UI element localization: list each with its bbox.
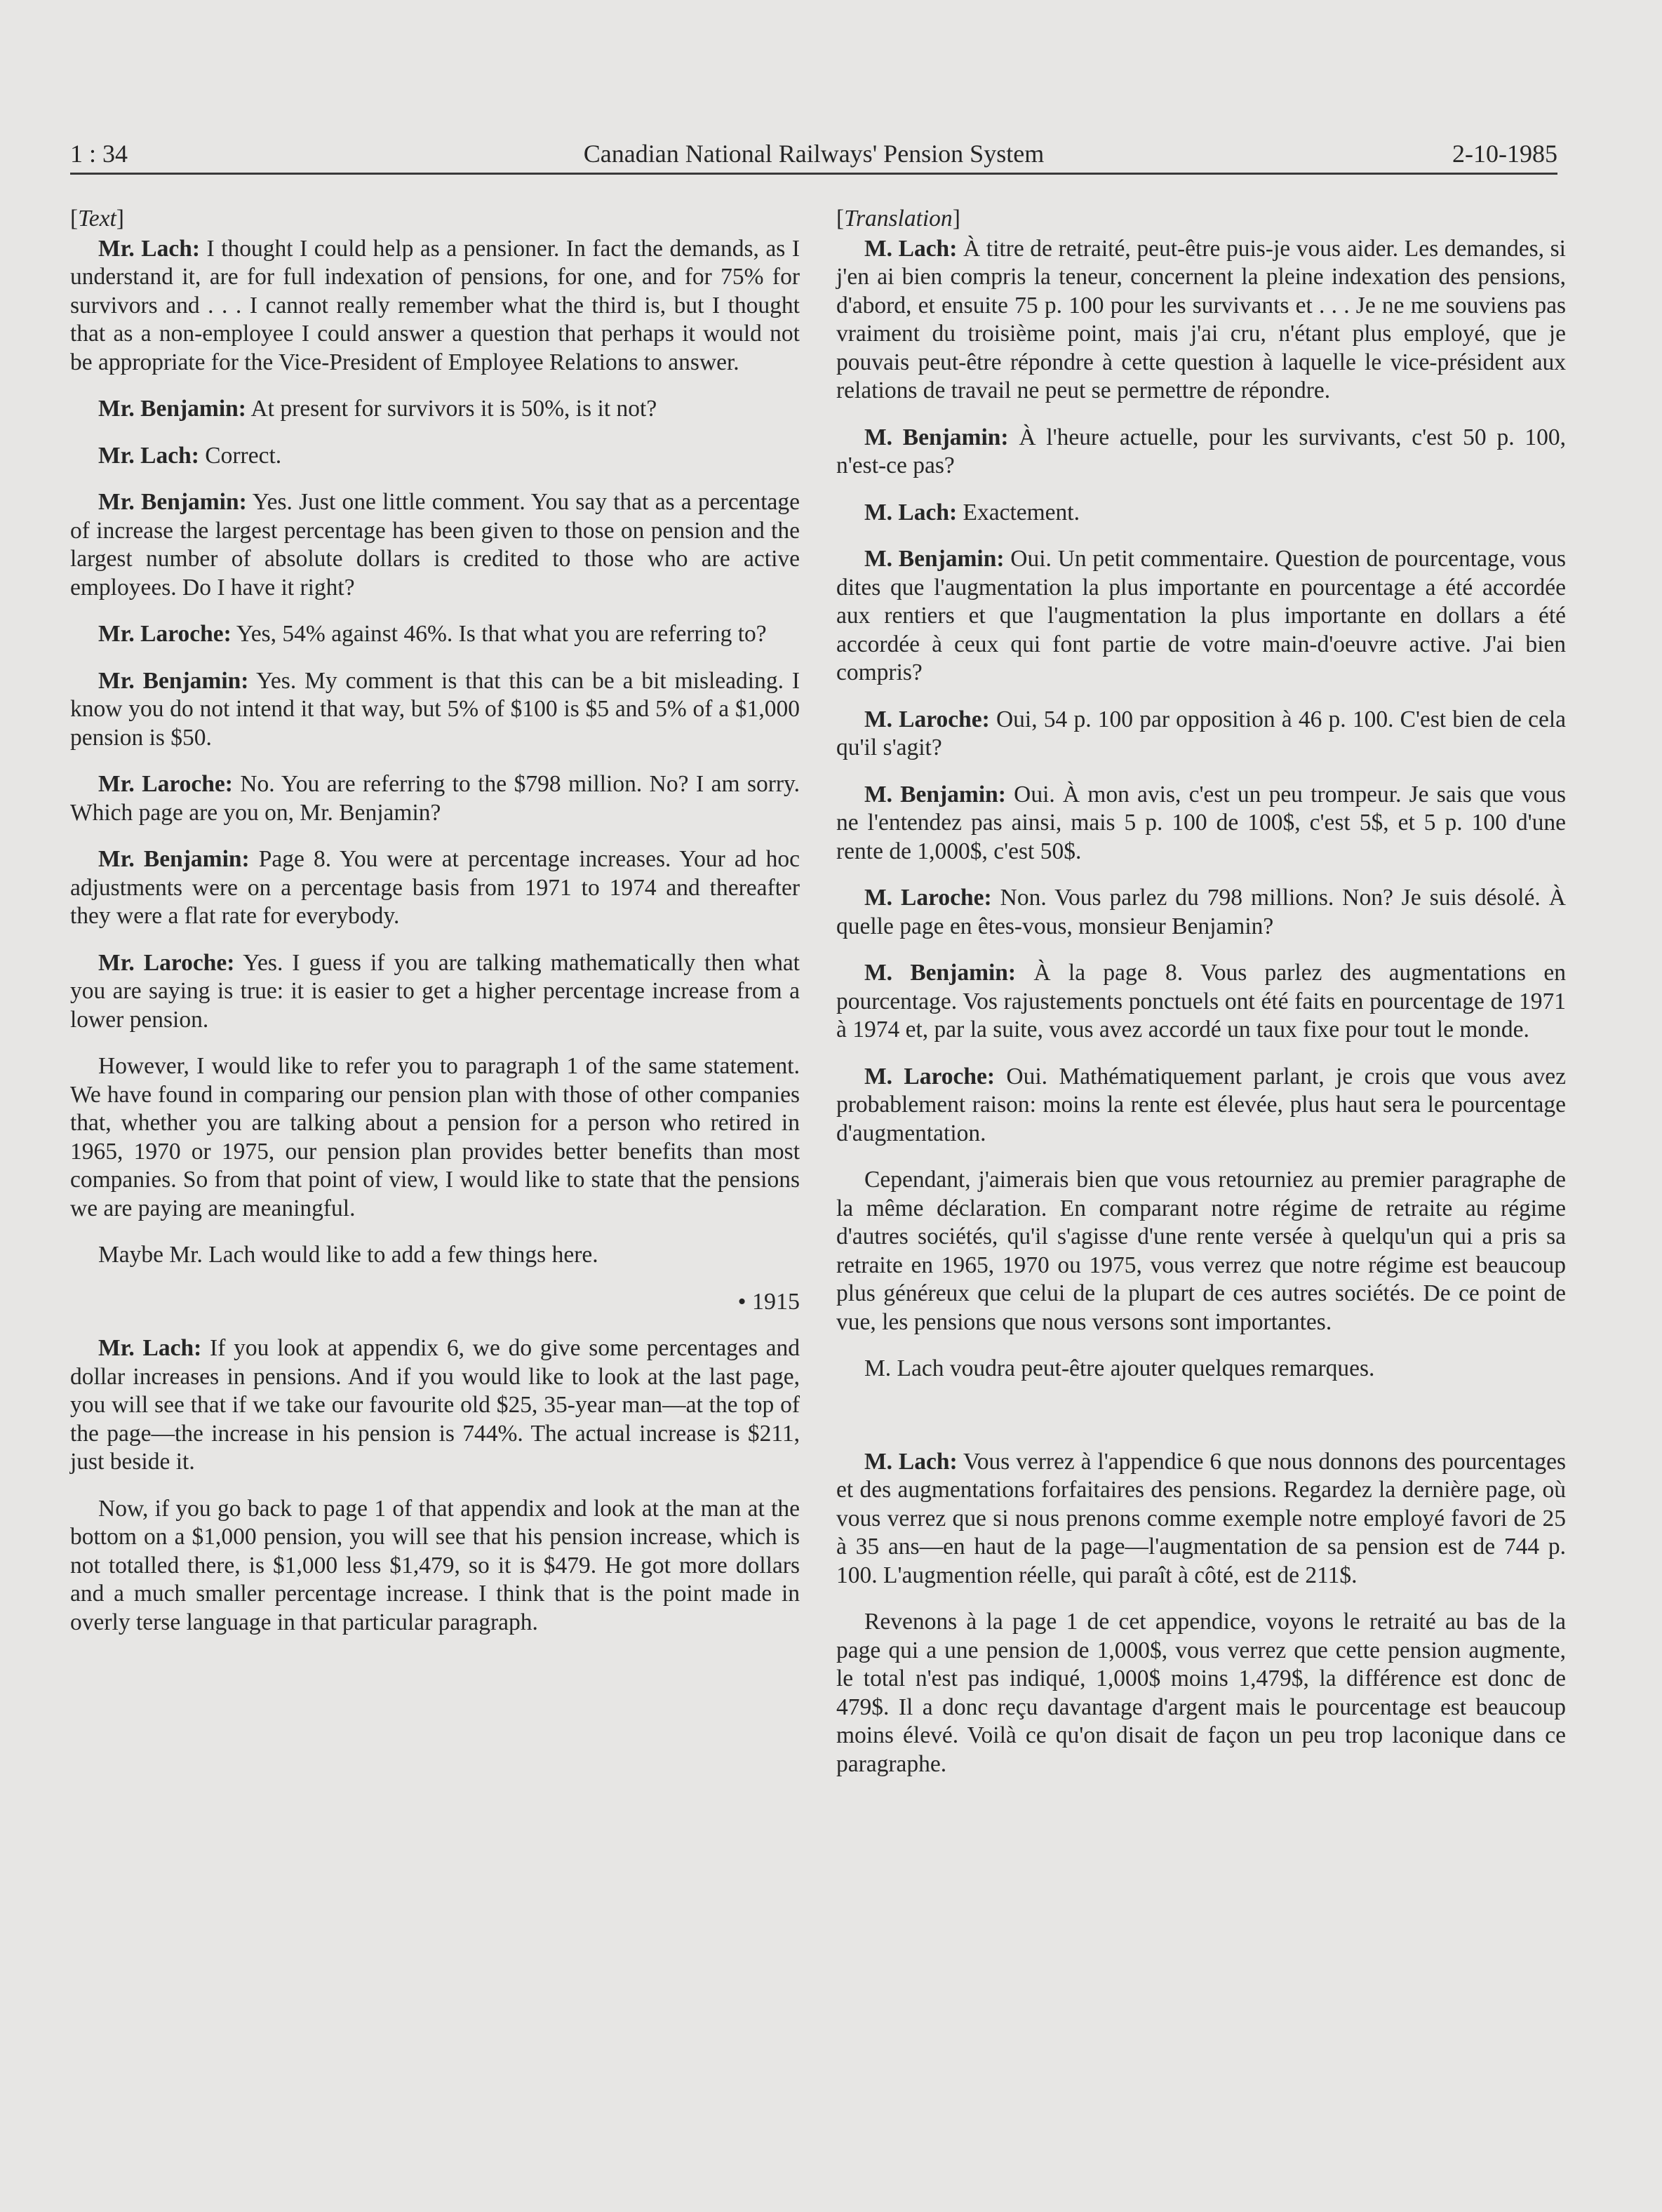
paragraph-text: Revenons à la page 1 de cet appendice, voyons le retraité au bas de la page qui a une pension de 1,000$, vous verrez que cette pension augmente, le total n'est pas indiqué, 1,000$ moins 1,479$, la différence est donc de 479$. Il a donc reçu davantage d'argent mais le pourcentage est beaucoup moins élevé. Voilà ce qu'on disait de façon un peu trop laconique dans ce paragraphe. (836, 1609, 1566, 1777)
speaker-paragraph (70, 1334, 800, 1477)
speaker-name: Mr. Benjamin: (98, 667, 249, 694)
english-paragraphs-continued (70, 1334, 800, 1637)
speaker-name: Mr. Lach: (98, 442, 199, 469)
page-number: 1 : 34 (70, 140, 128, 168)
document-title: Canadian National Railways' Pension System (583, 140, 1045, 168)
section-label-text: [Text] (70, 206, 124, 232)
paragraph-text: No. You are referring to the $798 million. No? I am sorry. Which page are you on, Mr. Benjamin? (70, 771, 800, 826)
speaker-paragraph (70, 488, 800, 602)
paragraph-text: Page 8. You were at percentage increases. Your ad hoc adjustments were on a percentage basis from 1971 to 1974 and thereafter they were a flat rate for everybody. (70, 846, 800, 929)
speaker-name: M. Laroche: (864, 1063, 996, 1090)
speaker-name: M. Lach: (864, 499, 958, 525)
section-label-translation: [Translation] (836, 206, 960, 232)
speaker-name: Mr. Laroche: (98, 949, 235, 976)
speaker-paragraph (836, 706, 1566, 763)
speaker-paragraph (836, 424, 1566, 481)
paragraph-text: Non. Vous parlez du 798 millions. Non? Je suis désolé. À quelle page en êtes-vous, monsieur Benjamin? (836, 885, 1566, 939)
paragraph-text: Oui. Un petit commentaire. Question de pourcentage, vous dites que l'augmentation la plus importante en pourcentage a été accordée aux rentiers et que l'augmentation la plus importante en dollars a été accordée à ceux qui font partie de votre main-d'oeuvre active. J'ai bien compris? (836, 546, 1567, 685)
speaker-name: Mr. Benjamin: (98, 396, 246, 422)
column-spacer (836, 1402, 1566, 1448)
continuation-paragraph (836, 1355, 1566, 1383)
paragraph-text: M. Lach voudra peut-être ajouter quelques remarques. (864, 1355, 1375, 1381)
english-paragraphs (70, 235, 800, 1270)
paragraph-text: Oui, 54 p. 100 par opposition à 46 p. 100. C'est bien de cela qu'il s'agit? (836, 706, 1566, 760)
speaker-paragraph (70, 949, 800, 1035)
paragraph-text: Oui. À mon avis, c'est un peu trompeur. Je sais que vous ne l'entendez pas ainsi, mais 5 p. 100 de 100$, c'est 5$, et 5 p. 100 d'une rente de 1,000$, c'est 50$. (836, 781, 1566, 864)
speaker-name: Mr. Laroche: (98, 621, 232, 647)
speaker-name: Mr. Benjamin: (98, 489, 247, 515)
speaker-name: Mr. Lach: (98, 235, 201, 262)
speaker-name: M. Lach: (864, 1448, 958, 1475)
french-paragraphs-continued (836, 1448, 1566, 1779)
paragraph-text: Yes, 54% against 46%. Is that what you are referring to? (231, 621, 767, 647)
speaker-paragraph (70, 770, 800, 827)
speaker-name: Mr. Laroche: (98, 771, 233, 797)
speaker-paragraph (836, 1448, 1566, 1590)
paragraph-text: If you look at appendix 6, we do give some percentages and dollar increases in pensions. And if you would like to look at the last page, you will see that if we take our favourite old $25, 35-year man—at the top of the page—the increase in his pension is 744%. The actual increase is $211, just beside it. (70, 1335, 800, 1475)
paragraph-text: Cependant, j'aimerais bien que vous retourniez au premier paragraphe de la même déclaration. En comparant notre régime de retraite au régime d'autres sociétés, qu'il s'agisse d'une rente versée à quelqu'un qui a pris sa retraite en 1965, 1970 ou 1975, vous verrez que notre régime est beaucoup plus généreux que celui de la plupart de ces autres sociétés. De ce point de vue, les pensions que nous versons sont importantes. (836, 1167, 1566, 1335)
paragraph-text: Vous verrez à l'appendice 6 que nous donnons des pourcentages et des augmentations forfaitaires des pensions. Regardez la dernière page, où vous verrez que si nous prenons comme exemple notre employé favori de 25 à 35 ans—en haut de la page—l'augmentation de sa pension est de 744 p. 100. L'augmention réelle, qui paraît à côté, est de 211$. (836, 1448, 1566, 1588)
speaker-name: M. Laroche: (864, 706, 990, 732)
speaker-paragraph (70, 395, 800, 424)
document-date: 2-10-1985 (1452, 140, 1557, 168)
paragraph-text: Yes. I guess if you are talking mathematically then what you are saying is true: it is easier to get a higher percentage increase from a lower pension. (70, 949, 800, 1033)
speaker-name: M. Benjamin: (864, 424, 1009, 450)
page-header (70, 133, 1557, 175)
time-marker: • 1915 (737, 1288, 800, 1315)
speaker-name: M. Benjamin: (864, 546, 1005, 572)
speaker-paragraph (836, 1063, 1566, 1148)
paragraph-text: Correct. (199, 442, 282, 469)
speaker-paragraph (70, 667, 800, 753)
continuation-paragraph (70, 1495, 800, 1637)
continuation-paragraph (836, 1608, 1566, 1778)
paragraph-text: I thought I could help as a pensioner. In fact the demands, as I understand it, are for full indexation of pensions, for one, and for 75% for survivors and . . . I cannot really remember what the third is, but I thought that as a non-employee I could answer a question that perhaps it would not be appropriate for the Vice-President of Employee Relations to answer. (70, 235, 800, 375)
speaker-paragraph (836, 235, 1566, 405)
continuation-paragraph (836, 1166, 1566, 1336)
english-column (70, 205, 800, 1655)
speaker-name: M. Lach: (864, 235, 958, 262)
paragraph-text: However, I would like to refer you to paragraph 1 of the same statement. We have found in comparing our pension plan with those of other companies that, whether you are talking about a pension for a person who retired in 1965, 1970 or 1975, our pension plan provides better benefits than most companies. So from that point of view, I would like to state that the pensions we are paying are meaningful. (70, 1053, 800, 1221)
speaker-name: M. Benjamin: (864, 960, 1017, 986)
speaker-paragraph (70, 442, 800, 471)
speaker-name: Mr. Lach: (98, 1335, 202, 1361)
french-paragraphs (836, 235, 1566, 1383)
french-column (836, 205, 1566, 1797)
speaker-paragraph (70, 620, 800, 649)
paragraph-text: At present for survivors it is 50%, is it not? (246, 396, 657, 422)
paragraph-text: Maybe Mr. Lach would like to add a few things here. (98, 1242, 598, 1268)
speaker-paragraph (836, 884, 1566, 941)
paragraph-text: À la page 8. Vous parlez des augmentations en pourcentage. Vos rajustements ponctuels ont été faits en pourcentage de 1971 à 1974 et, par la suite, vous avez accordé un taux fixe pour tout le monde. (836, 960, 1566, 1043)
paragraph-text: Yes. My comment is that this can be a bit misleading. I know you do not intend it that way, but 5% of $100 is $5 and 5% of a $1,000 pension is $50. (70, 667, 800, 751)
speaker-paragraph (836, 545, 1566, 688)
paragraph-text: Oui. Mathématiquement parlant, je crois que vous avez probablement raison: moins la rente est élevée, plus haut sera le pourcentage d'augmentation. (836, 1063, 1566, 1146)
speaker-paragraph (836, 781, 1566, 866)
speaker-name: M. Laroche: (864, 885, 992, 911)
paragraph-text: À l'heure actuelle, pour les survivants, c'est 50 p. 100, n'est-ce pas? (836, 424, 1567, 478)
speaker-name: Mr. Benjamin: (98, 846, 250, 872)
speaker-paragraph (70, 235, 800, 377)
continuation-paragraph (70, 1052, 800, 1223)
speaker-name: M. Benjamin: (864, 781, 1006, 807)
paragraph-text: Exactement. (957, 499, 1080, 525)
paragraph-text: Yes. Just one little comment. You say that as a percentage of increase the largest percentage has been given to those on pension and the largest number of absolute dollars is credited to those who are active employees. Do I have it right? (70, 489, 800, 601)
paragraph-text: Now, if you go back to page 1 of that appendix and look at the man at the bottom on a $1,000 pension, you will see that his pension increase, which is not totalled there, is $1,000 less $1,479, so it is $479. He got more dollars and a much smaller percentage increase. I think that is the point made in overly terse language in that particular paragraph. (70, 1495, 800, 1635)
paragraph-text: À titre de retraité, peut-être puis-je vous aider. Les demandes, si j'en ai bien compris la teneur, concernent la pleine indexation des pensions, d'abord, et ensuite 75 p. 100 pour les survivants et . . . Je ne me souviens pas vraiment du troisième point, mais j'ai cru, n'étant plus employé, que je pouvais peut-être répondre à cette question à laquelle le vice-président aux relations de travail ne peut se permettre de répondre. (836, 235, 1566, 403)
continuation-paragraph (70, 1241, 800, 1270)
speaker-paragraph (836, 499, 1566, 528)
speaker-paragraph (70, 845, 800, 931)
speaker-paragraph (836, 959, 1566, 1045)
